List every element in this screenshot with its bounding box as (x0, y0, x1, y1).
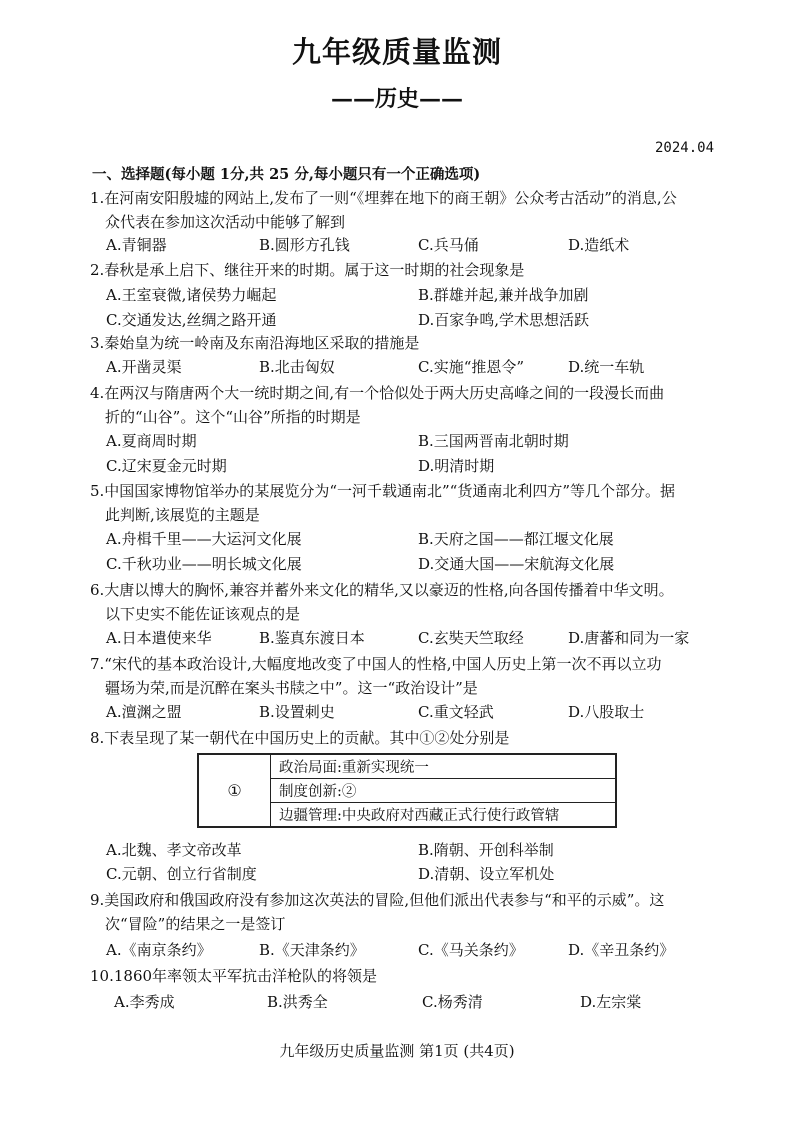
question-9-options (106, 938, 726, 962)
option-d[interactable]: D.《辛丑条约》 (568, 941, 675, 959)
option-c[interactable]: C.兵马俑 (418, 236, 479, 254)
question-10-options (106, 990, 726, 1014)
option-d[interactable]: D.清朝、设立军机处 (418, 865, 555, 883)
option-a[interactable]: A.王室衰微,诸侯势力崛起 (106, 286, 277, 304)
question-7-stem-line-1: 7.“宋代的基本政治设计,大幅度地改变了中国人的性格,中国人历史上第一次不再以立功 (90, 655, 662, 673)
option-d[interactable]: D.明清时期 (418, 457, 495, 475)
question-8-stem-line-1: 8.下表呈现了某一朝代在中国历史上的贡献。其中①②处分别是 (90, 729, 510, 747)
option-a[interactable]: A.日本遣使来华 (106, 629, 212, 647)
option-b[interactable]: B.隋朝、开创科举制 (418, 841, 554, 859)
question-7 (90, 652, 730, 700)
exam-date: 2024.04 (655, 140, 715, 156)
option-c[interactable]: C.实施“推恩令” (418, 358, 525, 376)
question-4-options-row-2 (106, 454, 726, 478)
option-a[interactable]: A.李秀成 (114, 993, 175, 1011)
question-7-stem-line-2: 疆场为荣,而是沉醉在案头书牍之中”。这一“政治设计”是 (105, 679, 478, 697)
option-a[interactable]: A.舟楫千里——大运河文化展 (106, 530, 302, 548)
table-row: 制度创新:② (271, 779, 617, 803)
question-2 (90, 258, 730, 282)
option-d[interactable]: D.唐蕃和同为一家 (568, 629, 690, 647)
table-blank-1: ① (198, 754, 271, 827)
question-2-options-row-2 (106, 308, 726, 332)
option-a[interactable]: A.北魏、孝文帝改革 (106, 841, 242, 859)
option-b[interactable]: B.北击匈奴 (259, 358, 335, 376)
option-a[interactable]: A.开凿灵渠 (106, 358, 182, 376)
question-5 (90, 479, 730, 527)
question-4-stem-line-1: 4.在两汉与隋唐两个大一统时期之间,有一个恰似处于两大历史高峰之间的一段漫长而曲 (90, 384, 665, 402)
question-4-options-row-1 (106, 429, 726, 453)
option-a[interactable]: A.《南京条约》 (106, 941, 212, 959)
question-2-stem-line-1: 2.春秋是承上启下、继往开来的时期。属于这一时期的社会现象是 (90, 261, 525, 279)
option-b[interactable]: B.鉴真东渡日本 (259, 629, 365, 647)
question-7-options (106, 700, 726, 724)
option-c[interactable]: C.玄奘天竺取经 (418, 629, 524, 647)
option-b[interactable]: B.设置刺史 (259, 703, 335, 721)
option-b[interactable]: B.《天津条约》 (259, 941, 365, 959)
option-a[interactable]: A.夏商周时期 (106, 432, 197, 450)
table-row: 政治局面:重新实现统一 (271, 754, 617, 779)
question-5-stem-line-2: 此判断,该展览的主题是 (105, 506, 260, 524)
question-10 (90, 964, 730, 988)
option-c[interactable]: C.重文轻武 (418, 703, 494, 721)
question-1-stem-line-2: 众代表在参加这次活动中能够了解到 (105, 213, 346, 231)
option-c[interactable]: C.杨秀清 (422, 993, 483, 1011)
question-8 (90, 726, 730, 750)
question-8-table (197, 753, 617, 828)
option-d[interactable]: D.交通大国——宋航海文化展 (418, 555, 615, 573)
question-9-stem-line-1: 9.美国政府和俄国政府没有参加这次英法的冒险,但他们派出代表参与“和平的示威”。这 (90, 891, 665, 909)
question-3 (90, 331, 730, 355)
question-9-stem-line-2: 次“冒险”的结果之一是签订 (105, 915, 286, 933)
option-b[interactable]: B.洪秀全 (267, 993, 328, 1011)
option-a[interactable]: A.澶渊之盟 (106, 703, 182, 721)
question-4 (90, 381, 730, 429)
option-d[interactable]: D.百家争鸣,学术思想活跃 (418, 311, 590, 329)
question-1 (90, 186, 730, 234)
option-b[interactable]: B.三国两晋南北朝时期 (418, 432, 569, 450)
question-6-stem-line-2: 以下史实不能佐证该观点的是 (105, 605, 301, 623)
option-d[interactable]: D.造纸术 (568, 236, 630, 254)
question-5-options-row-2 (106, 552, 726, 576)
subject-subtitle: ——历史—— (330, 86, 463, 112)
option-b[interactable]: B.圆形方孔钱 (259, 236, 350, 254)
option-c[interactable]: C.交通发达,丝绸之路开通 (106, 311, 277, 329)
option-c[interactable]: C.《马关条约》 (418, 941, 524, 959)
question-4-stem-line-2: 折的“山谷”。这个“山谷”所指的时期是 (105, 408, 361, 426)
option-c[interactable]: C.千秋功业——明长城文化展 (106, 555, 302, 573)
page-footer: 九年级历史质量监测 第1页 (共4页) (279, 1042, 515, 1060)
question-9 (90, 888, 730, 936)
option-b[interactable]: B.天府之国——都江堰文化展 (418, 530, 614, 548)
question-3-stem-line-1: 3.秦始皇为统一岭南及东南沿海地区采取的措施是 (90, 334, 420, 352)
section-heading: 一、选择题(每小题 1分,共 25 分,每小题只有一个正确选项) (92, 166, 481, 183)
option-d[interactable]: D.统一车轨 (568, 358, 645, 376)
question-6 (90, 578, 730, 626)
option-d[interactable]: D.左宗棠 (580, 993, 642, 1011)
question-5-options-row-1 (106, 527, 726, 551)
question-2-options-row-1 (106, 283, 726, 307)
option-c[interactable]: C.辽宋夏金元时期 (106, 457, 227, 475)
question-5-stem-line-1: 5.中国国家博物馆举办的某展览分为“一河千载通南北”“货通南北利四方”等几个部分。据 (90, 482, 675, 500)
option-a[interactable]: A.青铜器 (106, 236, 167, 254)
question-10-stem-line-1: 10.1860年率领太平军抗击洋枪队的将领是 (90, 967, 378, 985)
question-1-stem-line-1: 1.在河南安阳殷墟的网站上,发布了一则“《埋葬在地下的商王朝》公众考古活动”的消息,公 (90, 189, 677, 207)
question-8-options-row-2 (106, 862, 726, 886)
option-c[interactable]: C.元朝、创立行省制度 (106, 865, 257, 883)
question-6-options (106, 626, 726, 650)
question-1-options (106, 233, 726, 257)
question-6-stem-line-1: 6.大唐以博大的胸怀,兼容并蓄外来文化的精华,又以豪迈的性格,向各国传播着中华文明。 (90, 581, 674, 599)
option-d[interactable]: D.八股取士 (568, 703, 645, 721)
question-8-options-row-1 (106, 838, 726, 862)
question-3-options (106, 355, 726, 379)
table-row: 边疆管理:中央政府对西藏正式行使行政管辖 (271, 803, 617, 828)
page-title: 九年级质量监测 (291, 35, 502, 69)
option-b[interactable]: B.群雄并起,兼并战争加剧 (418, 286, 589, 304)
